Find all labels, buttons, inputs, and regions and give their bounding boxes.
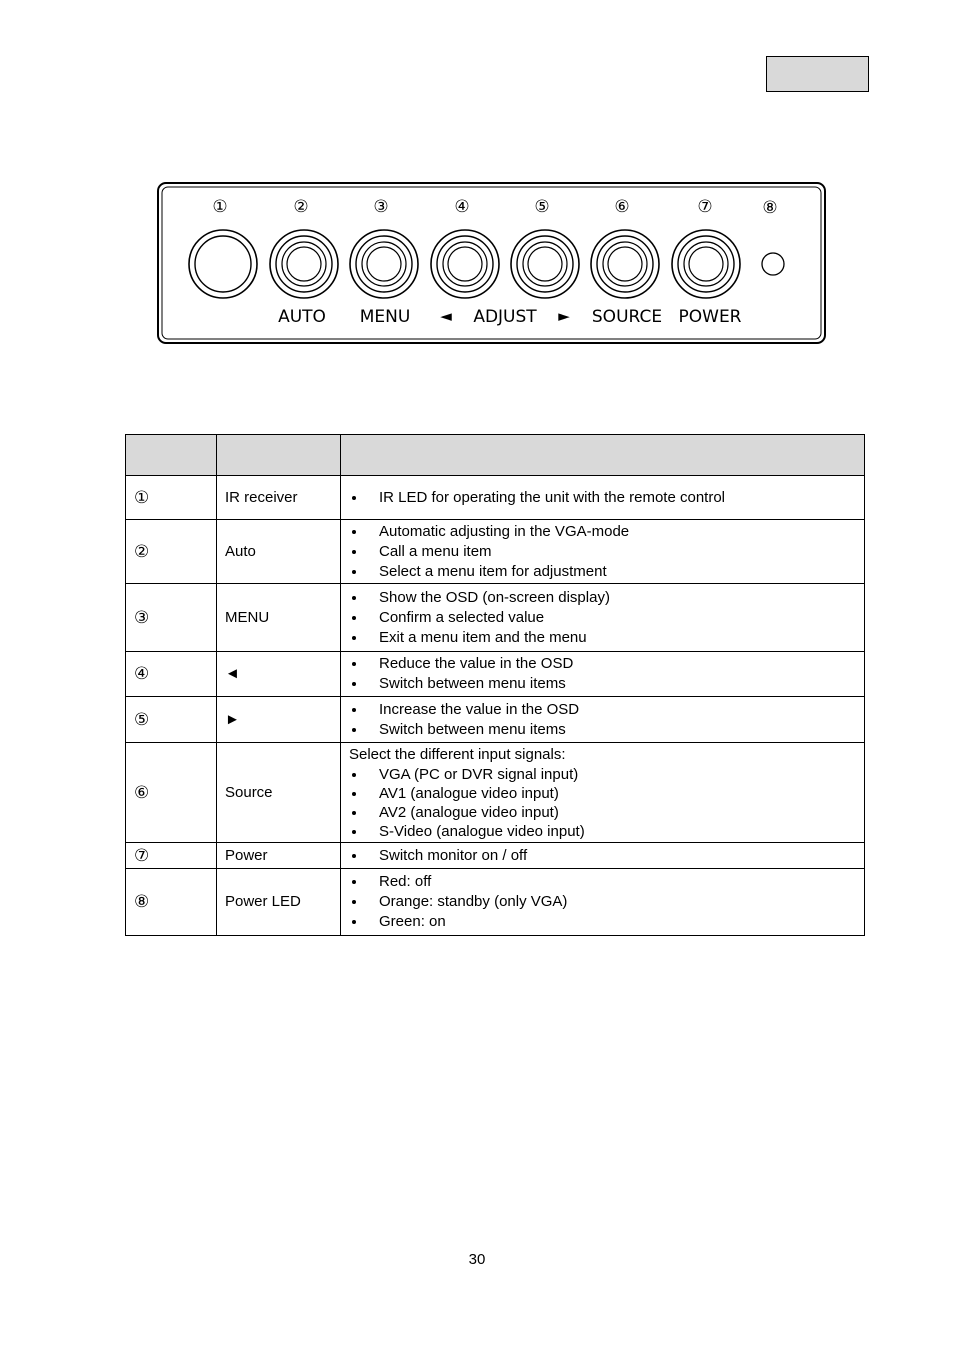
header-number <box>126 435 217 476</box>
row-number: ① <box>126 476 217 520</box>
list-item: Red: off <box>349 872 856 892</box>
power-button <box>672 230 740 298</box>
row-description <box>341 843 865 869</box>
list-item: Green: on <box>349 912 856 932</box>
label-power: POWER <box>678 307 742 327</box>
panel-number-3: ③ <box>373 197 389 217</box>
row-control: ◄ <box>217 652 341 697</box>
list-item: Switch between menu items <box>349 720 856 740</box>
row-description <box>341 697 865 743</box>
list-item: AV1 (analogue video input) <box>349 784 856 803</box>
label-menu: MENU <box>359 307 411 327</box>
table-row <box>126 584 865 652</box>
row-control: MENU <box>217 584 341 652</box>
left-adjust-button <box>431 230 499 298</box>
panel-number-1: ① <box>212 197 228 217</box>
list-item: IR LED for operating the unit with the remote control <box>349 488 856 508</box>
list-item: VGA (PC or DVR signal input) <box>349 765 856 784</box>
row-description <box>341 743 865 843</box>
header-control <box>217 435 341 476</box>
table-header-row <box>126 435 865 476</box>
row-number: ② <box>126 520 217 584</box>
list-item: Reduce the value in the OSD <box>349 654 856 674</box>
list-item: Switch between menu items <box>349 674 856 694</box>
label-auto: AUTO <box>278 307 326 327</box>
row-number: ⑦ <box>126 843 217 869</box>
row-control: Auto <box>217 520 341 584</box>
list-item: Call a menu item <box>349 542 856 562</box>
list-item: Select a menu item for adjustment <box>349 562 856 582</box>
row-number: ⑤ <box>126 697 217 743</box>
row-control: Power LED <box>217 869 341 936</box>
ir-receiver-window <box>189 230 257 298</box>
list-item: S-Video (analogue video input) <box>349 822 856 841</box>
list-item: Exit a menu item and the menu <box>349 628 856 648</box>
control-panel-diagram <box>157 182 827 346</box>
row-description <box>341 869 865 936</box>
row-description <box>341 520 865 584</box>
row-number: ⑧ <box>126 869 217 936</box>
menu-button <box>350 230 418 298</box>
list-item: Switch monitor on / off <box>349 846 856 866</box>
panel-number-6: ⑥ <box>614 197 630 217</box>
table-row <box>126 476 865 520</box>
row-number: ④ <box>126 652 217 697</box>
table-row <box>126 520 865 584</box>
list-item: Confirm a selected value <box>349 608 856 628</box>
source-button <box>591 230 659 298</box>
row-control: Power <box>217 843 341 869</box>
table-row <box>126 843 865 869</box>
panel-number-7: ⑦ <box>697 197 713 217</box>
power-led <box>762 253 784 275</box>
row-control: IR receiver <box>217 476 341 520</box>
table-row <box>126 869 865 936</box>
panel-number-2: ② <box>293 197 309 217</box>
row-description <box>341 476 865 520</box>
row-number: ⑥ <box>126 743 217 843</box>
list-item: Orange: standby (only VGA) <box>349 892 856 912</box>
row-description <box>341 652 865 697</box>
table-row <box>126 743 865 843</box>
list-item: Automatic adjusting in the VGA-mode <box>349 522 856 542</box>
panel-number-4: ④ <box>454 197 470 217</box>
panel-number-8: ⑧ <box>762 198 778 218</box>
auto-button <box>270 230 338 298</box>
label-adjust: ADJUST <box>473 307 537 327</box>
row-description <box>341 584 865 652</box>
language-tab <box>766 56 869 92</box>
row-number: ③ <box>126 584 217 652</box>
row-control: Source <box>217 743 341 843</box>
row-control: ► <box>217 697 341 743</box>
header-function <box>341 435 865 476</box>
right-adjust-button <box>511 230 579 298</box>
panel-number-5: ⑤ <box>534 197 550 217</box>
label-source: SOURCE <box>591 307 663 327</box>
list-item: Increase the value in the OSD <box>349 700 856 720</box>
row-intro: Select the different input signals: <box>349 745 566 763</box>
label-left-arrow: ◄ <box>440 307 452 325</box>
page-number: 30 <box>468 1251 486 1268</box>
label-right-arrow: ► <box>558 307 570 325</box>
list-item: Show the OSD (on-screen display) <box>349 588 856 608</box>
table-row <box>126 652 865 697</box>
table-row <box>126 697 865 743</box>
list-item: AV2 (analogue video input) <box>349 803 856 822</box>
controls-table <box>125 434 865 936</box>
